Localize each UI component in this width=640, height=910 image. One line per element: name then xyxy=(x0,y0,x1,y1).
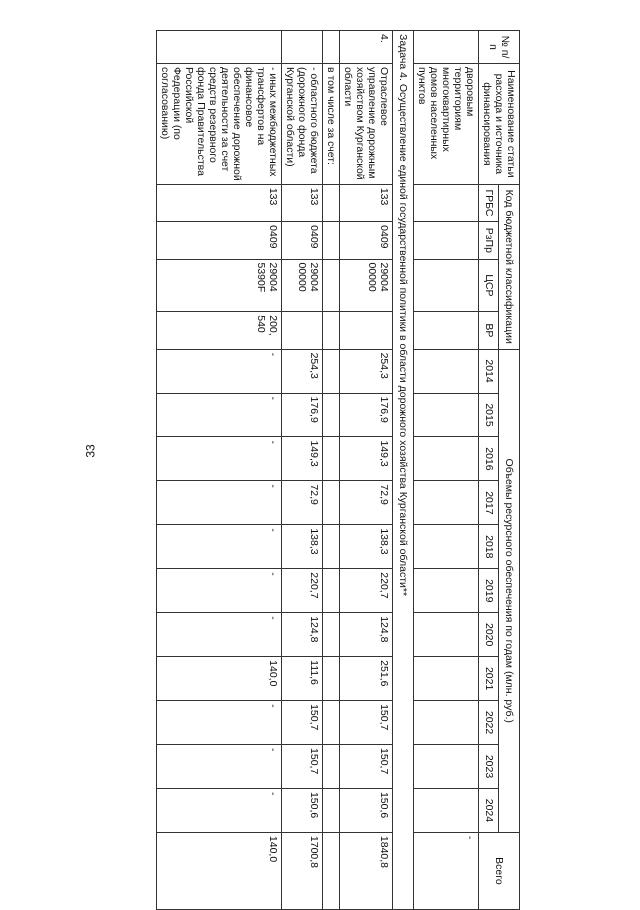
cell-value: 176,9 xyxy=(282,393,323,437)
cell-vr xyxy=(414,312,479,349)
cell-csr xyxy=(323,259,340,312)
cell-value xyxy=(414,745,479,789)
cell-value xyxy=(323,481,340,525)
cell-vr xyxy=(323,312,340,349)
cell-value: - xyxy=(157,349,282,393)
cell-value xyxy=(414,569,479,613)
cell-num xyxy=(282,31,323,64)
cell-total: - xyxy=(414,832,479,909)
cell-total: 1840,8 xyxy=(340,832,393,909)
cell-value: 149,3 xyxy=(282,437,323,481)
cell-grbs xyxy=(323,184,340,221)
header-name: Наименование статьи расхода и источника финансирования xyxy=(479,63,520,184)
cell-total xyxy=(323,832,340,909)
cell-rzpr xyxy=(323,222,340,259)
cell-value xyxy=(323,393,340,437)
header-code-sub: ГРБС xyxy=(479,184,500,221)
cell-value xyxy=(323,569,340,613)
cell-value: 251,6 xyxy=(340,657,393,701)
header-code-sub: ЦСР xyxy=(479,259,500,312)
header-code: Код бюджетной классификации xyxy=(499,184,520,349)
header-year: 2021 xyxy=(479,657,500,701)
cell-value: 254,3 xyxy=(340,349,393,393)
cell-value: - xyxy=(157,701,282,745)
cell-rzpr xyxy=(414,222,479,259)
cell-value xyxy=(414,788,479,832)
cell-grbs xyxy=(414,184,479,221)
cell-vr xyxy=(340,312,393,349)
cell-value: - xyxy=(157,525,282,569)
cell-name: дворовым территориям многоквартирных домов населенных пунктов xyxy=(414,63,479,184)
cell-value xyxy=(414,701,479,745)
header-code-sub: РзПр xyxy=(479,222,500,259)
cell-value: 254,3 xyxy=(282,349,323,393)
table-row xyxy=(282,31,323,910)
cell-value xyxy=(414,481,479,525)
cell-num xyxy=(323,31,340,64)
rotated-page xyxy=(156,30,520,910)
cell-value: 72,9 xyxy=(282,481,323,525)
cell-num xyxy=(157,31,282,64)
cell-num: 4. xyxy=(340,31,393,64)
cell-value xyxy=(414,657,479,701)
header-year: 2014 xyxy=(479,349,500,393)
cell-value xyxy=(323,349,340,393)
cell-value: - xyxy=(157,393,282,437)
header-year: 2016 xyxy=(479,437,500,481)
cell-num xyxy=(414,31,479,64)
cell-name: - иных межбюджетных трансфертов на финансовое обеспечение дорожной деятельности за счет средств резервного фонда Правительства Российской Федерации (по согласованию) xyxy=(157,63,282,184)
cell-name: в том числе за счет: xyxy=(323,63,340,184)
cell-value: - xyxy=(157,788,282,832)
cell-value: 111,6 xyxy=(282,657,323,701)
cell-value: 150,7 xyxy=(282,701,323,745)
cell-value: - xyxy=(157,745,282,789)
table-row xyxy=(323,31,340,910)
cell-value: 138,3 xyxy=(340,525,393,569)
cell-value xyxy=(414,525,479,569)
table-row xyxy=(157,31,282,910)
header-year: 2022 xyxy=(479,701,500,745)
cell-grbs: 133 xyxy=(340,184,393,221)
cell-value xyxy=(414,613,479,657)
task-row xyxy=(393,31,414,910)
cell-value: - xyxy=(157,437,282,481)
cell-vr xyxy=(282,312,323,349)
header-row-1 xyxy=(499,31,520,910)
cell-value: 124,8 xyxy=(282,613,323,657)
cell-value: 149,3 xyxy=(340,437,393,481)
cell-value xyxy=(414,393,479,437)
cell-value xyxy=(323,701,340,745)
cell-value xyxy=(323,437,340,481)
cell-value: - xyxy=(157,481,282,525)
header-total: Всего xyxy=(479,832,520,909)
header-year: 2015 xyxy=(479,393,500,437)
cell-value: 150,7 xyxy=(340,745,393,789)
cell-vr: 200, 540 xyxy=(157,312,282,349)
cell-rzpr: 0409 xyxy=(282,222,323,259)
header-code-sub: ВР xyxy=(479,312,500,349)
cell-csr: 29004 00000 xyxy=(282,259,323,312)
cell-rzpr: 0409 xyxy=(157,222,282,259)
header-year: 2017 xyxy=(479,481,500,525)
page-number: 33 xyxy=(83,444,98,458)
header-year: 2024 xyxy=(479,788,500,832)
header-volumes: Объемы ресурсного обеспечения по годам (млн. руб.) xyxy=(499,349,520,832)
cell-value: 150,7 xyxy=(340,701,393,745)
cell-value: 150,7 xyxy=(282,745,323,789)
cell-total: 1700,8 xyxy=(282,832,323,909)
cell-value: 140,0 xyxy=(157,657,282,701)
cell-value xyxy=(323,613,340,657)
task-title: Задача 4. Осуществление единой государственной политики в области дорожного хозяйства Курганской области** xyxy=(393,31,414,910)
cell-value xyxy=(414,349,479,393)
cell-value: 220,7 xyxy=(340,569,393,613)
cell-value: 150,6 xyxy=(340,788,393,832)
header-year: 2019 xyxy=(479,569,500,613)
cell-value: 220,7 xyxy=(282,569,323,613)
cell-csr: 29004 00000 xyxy=(340,259,393,312)
cell-value: 72,9 xyxy=(340,481,393,525)
cell-name: - областного бюджета (дорожного фонда Курганской области) xyxy=(282,63,323,184)
cell-value xyxy=(414,437,479,481)
cell-value xyxy=(323,745,340,789)
cell-grbs: 133 xyxy=(282,184,323,221)
cell-csr: 29004 5390F xyxy=(157,259,282,312)
header-num: № п/п xyxy=(479,31,520,64)
header-year: 2020 xyxy=(479,613,500,657)
cell-value: - xyxy=(157,613,282,657)
table-body xyxy=(157,31,479,910)
cell-value: 150,6 xyxy=(282,788,323,832)
cell-name: Отраслевое управление дорожным хозяйством Курганской области xyxy=(340,63,393,184)
cell-value xyxy=(323,788,340,832)
cell-value: - xyxy=(157,569,282,613)
header-year: 2018 xyxy=(479,525,500,569)
cell-value: 176,9 xyxy=(340,393,393,437)
header-year: 2023 xyxy=(479,745,500,789)
cell-value: 124,8 xyxy=(340,613,393,657)
cell-value xyxy=(323,525,340,569)
cell-csr xyxy=(414,259,479,312)
cell-value: 138,3 xyxy=(282,525,323,569)
cell-total: 140,0 xyxy=(157,832,282,909)
table-row xyxy=(414,31,479,910)
cell-rzpr: 0409 xyxy=(340,222,393,259)
table-row xyxy=(340,31,393,910)
resource-table xyxy=(156,30,520,910)
cell-value xyxy=(323,657,340,701)
cell-grbs: 133 xyxy=(157,184,282,221)
